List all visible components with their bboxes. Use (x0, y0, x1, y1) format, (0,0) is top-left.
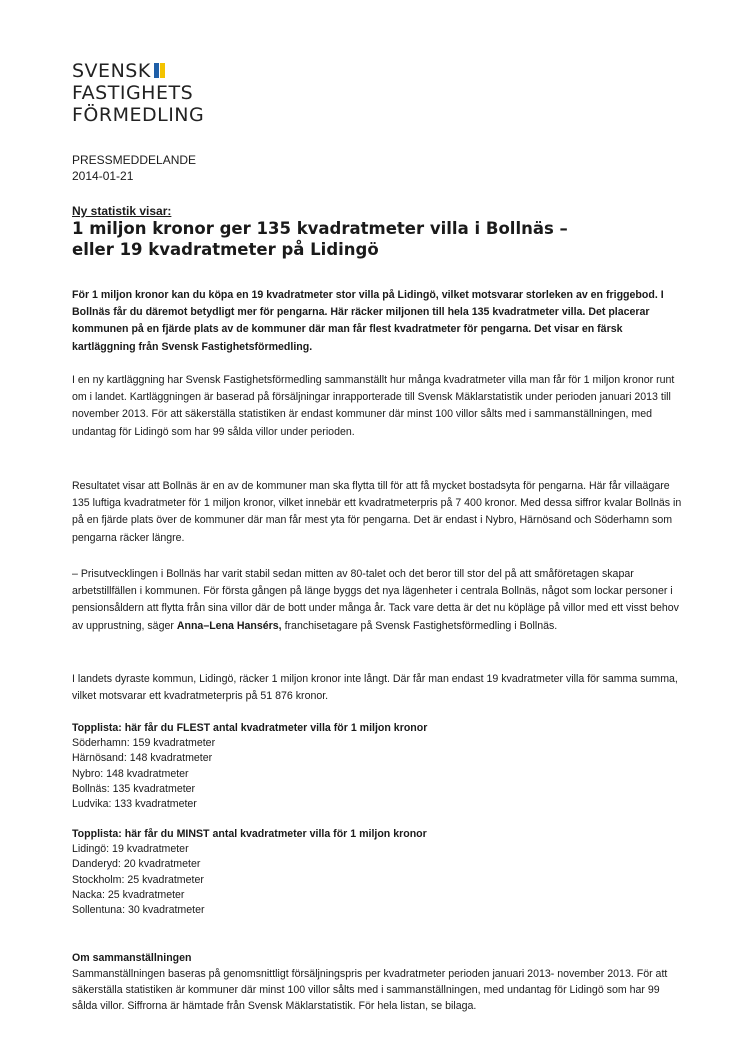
kicker: Ny statistik visar: (72, 204, 172, 218)
logo-line-3: FÖRMEDLING (72, 104, 205, 126)
toplist-least (72, 827, 672, 918)
headline (72, 218, 672, 260)
list-item: Sollentuna: 30 kvadratmeter (72, 904, 205, 917)
list-item: Danderyd: 20 kvadratmeter (72, 858, 201, 871)
toplist-least-heading: Topplista: här får du MINST antal kvadratmeter villa för 1 miljon kronor (72, 828, 427, 840)
body-paragraph-4: I landets dyraste kommun, Lidingö, räcker 1 miljon kronor inte långt. Där får man endast 19 kvadratmeter villa för samma summa, vilket motsvarar ett kvadratmeterpris på 51 876 kronor. (72, 673, 678, 703)
document-date: 2014-01-21 (72, 169, 134, 183)
toplist-most-heading: Topplista: här får du FLEST antal kvadratmeter villa för 1 miljon kronor (72, 722, 428, 734)
list-item: Härnösand: 148 kvadratmeter (72, 752, 213, 765)
about-text: Sammanställningen baseras på genomsnittligt försäljningspris per kvadratmeter perioden januari 2013- november 2013. För att säkerställa statistiken är kommuner där minst 100 villor sålts med i sammanställningen, med undantag för Lidingö som har 99 sålda villor. Siffrorna är hämtade från Svensk Mäklarstatistik. För hela listan, se bilaga. (72, 968, 668, 1012)
list-item: Söderhamn: 159 kvadratmeter (72, 737, 216, 750)
list-item: Lidingö: 19 kvadratmeter (72, 843, 189, 856)
document-meta (72, 152, 196, 184)
quote-text-end: franchisetagare på Svensk Fastighetsförmedling i Bollnäs. (281, 619, 558, 632)
about-section (72, 950, 672, 1014)
list-item: Stockholm: 25 kvadratmeter (72, 873, 204, 886)
list-item: Nacka: 25 kvadratmeter (72, 888, 185, 901)
logo-line-1: SVENSK (72, 60, 151, 82)
flag-icon (154, 63, 165, 78)
quote-text: – Prisutvecklingen i Bollnäs har varit stabil sedan mitten av 80-talet och det beror till stor del på att småföretagen skapar arbetstillfällen i kommunen. För första gången på länge byggs det nya lägenheter i centrala Bollnäs, något som lockar personer i pensionsåldern att flytta från sina villor där de bott under många år. Tack vare detta är det nu köpläge på villor med ett visst behov av upprustning, säger (72, 568, 679, 632)
headline-line-1: 1 miljon kronor ger 135 kvadratmeter villa i Bollnäs – (72, 219, 568, 238)
about-heading: Om sammanställningen (72, 952, 192, 964)
lead-paragraph: För 1 miljon kronor kan du köpa en 19 kvadratmeter stor villa på Lidingö, vilket motsvarar storleken av en friggebod. I Bollnäs får du däremot betydligt mer för pengarna. Här räcker miljonen till hela 135 kvadratmeter villa. Det placerar kommunen på en fjärde plats av de kommuner där man får flest kvadratmeter för pengarna. Det visar en färsk kartläggning från Svensk Fastighetsförmedling. (72, 289, 664, 353)
document-type: PRESSMEDDELANDE (72, 153, 197, 167)
company-logo (72, 60, 204, 126)
list-item: Bollnäs: 135 kvadratmeter (72, 782, 196, 795)
body-paragraph-2: Resultatet visar att Bollnäs är en av de kommuner man ska flytta till för att få mycket bostadsyta för pengarna. Här får villaägare 135 luftiga kvadratmeter för 1 miljon kronor, vilket innebär ett kvadratmeterpris på 7 400 kronor. Med dessa siffror kvalar Bollnäs in på en fjärde plats över de kommuner där man får mest yta för pengarna. Det är endast i Nybro, Härnösand och Söderhamn som pengarna räcker längre. (72, 480, 682, 544)
quoted-person-name: Anna–Lena Hansérs, (176, 619, 282, 632)
quote-paragraph (72, 566, 682, 635)
toplist-most (72, 721, 672, 812)
list-item: Ludvika: 133 kvadratmeter (72, 798, 197, 811)
list-item: Nybro: 148 kvadratmeter (72, 767, 189, 780)
logo-line-2: FASTIGHETS (72, 82, 194, 104)
body-paragraph-1: I en ny kartläggning har Svensk Fastighetsförmedling sammanställt hur många kvadratmeter villa man får för 1 miljon kronor runt om i landet. Kartläggningen är baserad på försäljningar inrapporterade till Svensk Mäklarstatistik under perioden januari 2013 till november 2013. För att säkerställa statistiken är endast kommuner där minst 100 villor sålts med i sammanställningen, med undantag för Lidingö som har 99 sålda villor under perioden. (72, 374, 675, 438)
headline-line-2: eller 19 kvadratmeter på Lidingö (72, 240, 379, 259)
